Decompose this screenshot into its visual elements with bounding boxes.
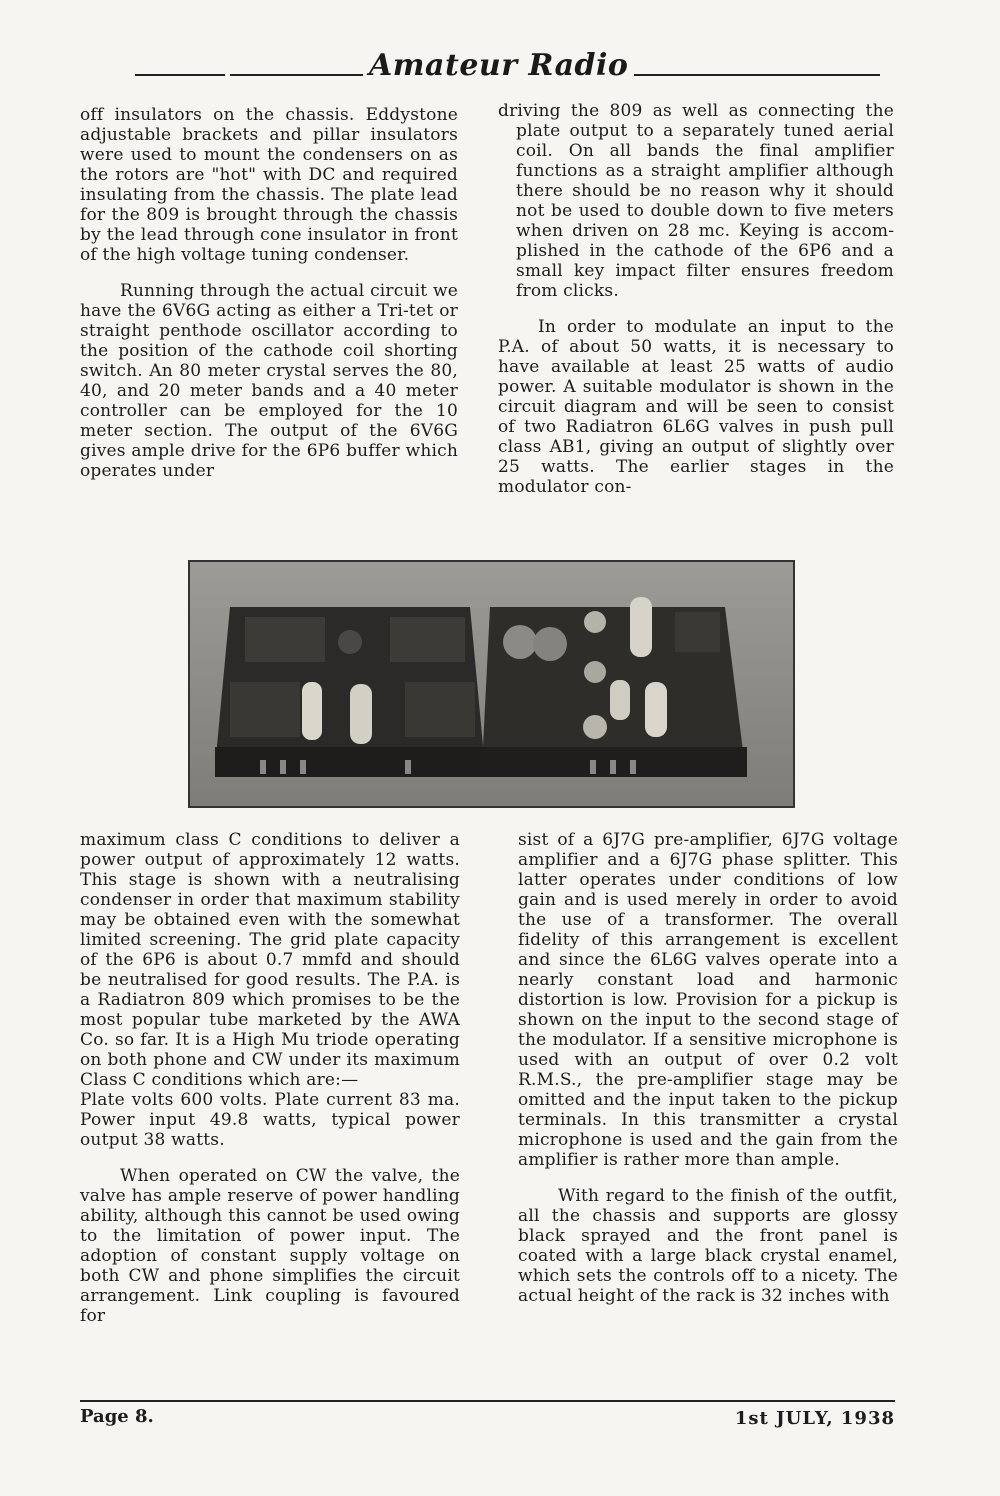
transmitter-photo — [188, 560, 795, 808]
column-top-left — [80, 105, 458, 481]
paragraph: When operated on CW the valve, the valve has ample reserve of power handling ability, although this cannot be used owing to the limitation of power input. The adoption of constant supply voltage on both CW and phone simplifies the circuit arrangement. Link coupling is favoured for — [80, 1166, 460, 1326]
paragraph: In order to modulate an input to the P.A. of about 50 watts, it is necessary to have available at least 25 watts of audio power. A suitable modulator is shown in the circuit diagram and will be seen to consist of two Radiatron 6L6G valves in push pull class AB1, giving an output of slightly over 25 watts. The earlier stages in the modulator con- — [498, 317, 894, 497]
masthead-title: Amateur Radio — [363, 48, 634, 83]
page-number: Page 8. — [80, 1406, 154, 1427]
column-top-right — [498, 101, 894, 497]
paragraph: maximum class C conditions to deliver a power output of approximately 12 watts. This stage is shown with a neutralising condenser in order that maximum stability may be obtained even with the somewhat limited screening. The grid plate capacity of the 6P6 is about 0.7 mmfd and should be neutralised for good results. The P.A. is a Radiatron 809 which promises to be the most popular tube marketed by the AWA Co. so far. It is a High Mu triode operating on both phone and CW under its maximum Class C conditions which are:— — [80, 830, 460, 1090]
paragraph: Running through the actual circuit we have the 6V6G acting as either a Tri-tet or straight penthode oscillator according to the position of the cathode coil shorting switch. An 80 meter crystal serves the 80, 40, and 20 meter bands and a 40 meter controller can be employed for the 10 meter section. The output of the 6V6G gives ample drive for the 6P6 buffer which operates under — [80, 281, 458, 481]
masthead — [135, 48, 880, 92]
footer-rule — [80, 1400, 895, 1402]
column-bottom-right — [518, 830, 898, 1306]
issue-date: 1st JULY, 1938 — [734, 1408, 895, 1429]
column-bottom-left — [80, 830, 460, 1326]
paragraph: Plate volts 600 volts. Plate current 83 ma. Power input 49.8 watts, typical power output 38 watts. — [80, 1090, 460, 1150]
paragraph: sist of a 6J7G pre-amplifier, 6J7G voltage amplifier and a 6J7G phase splitter. This latter operates under conditions of low gain and is used merely in order to avoid the use of a transformer. The overall fidelity of this arrangement is excellent and since the 6L6G valves operate into a nearly constant load and harmonic distortion is low. Provision for a pickup is shown on the input to the second stage of the modulator. If a sensitive microphone is used with an output of over 0.2 volt R.M.S., the pre-amplifier stage may be omitted and the input taken to the pickup terminals. In this transmitter a crystal microphone is used and the gain from the amplifier is rather more than ample. — [518, 830, 898, 1170]
paragraph: driving the 809 as well as connecting the plate output to a separately tuned aerial coil. On all bands the final amplifier functions as a straight amplifier although there should be no reason why it should not be used to double down to five meters when driven on 28 mc. Keying is accomplished in the cathode of the 6P6 and a small key impact filter ensures freedom from clicks. — [498, 101, 894, 301]
transmitter-photo-image — [190, 562, 793, 806]
paragraph: off insulators on the chassis. Eddystone adjustable brackets and pillar insulators were used to mount the condensers on as the rotors are "hot" with DC and required insulating from the chassis. The plate lead for the 809 is brought through the chassis by the lead through cone insulator in front of the high voltage tuning condenser. — [80, 105, 458, 265]
paragraph: With regard to the finish of the outfit, all the chassis and supports are glossy black sprayed and the front panel is coated with a large black crystal enamel, which sets the controls off to a nicety. The actual height of the rack is 32 inches with — [518, 1186, 898, 1306]
masthead-rule-left — [135, 74, 225, 76]
